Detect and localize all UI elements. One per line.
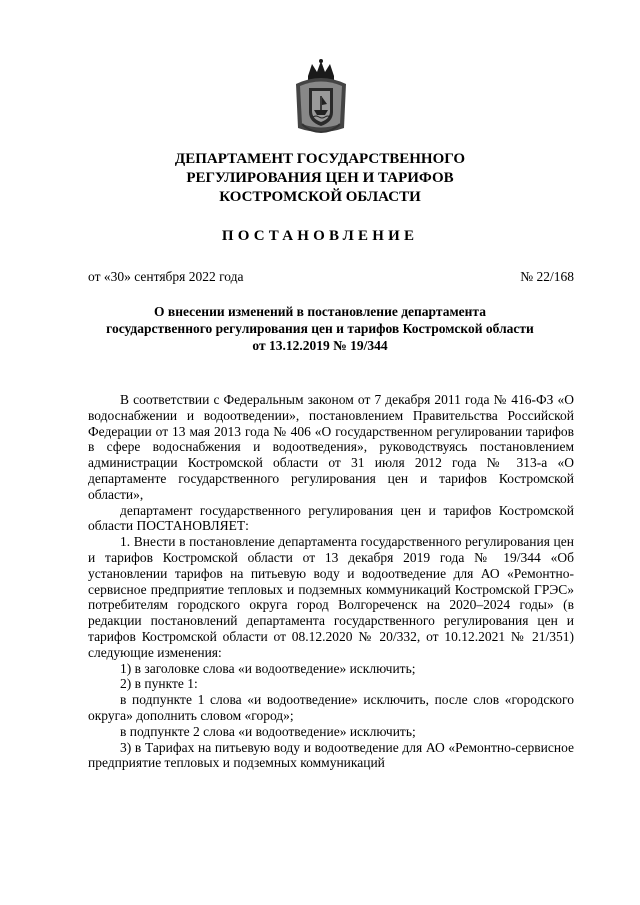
paragraph-preamble: В соответствии с Федеральным законом от 7 декабря 2011 года № 416-ФЗ «О водоснабжении и водоотведении», постановлением Правительства Российской Федерации от 13 мая 2013 года № 406 «О государственном регулировании тарифов в сфере водоснабжения и водоотведения», руководствуясь постановлением администрации Костромской области от 31 июля 2012 года № 313-а «О департаменте государственного регулирования цен и тарифов Костромской области», xyxy=(88,392,574,502)
paragraph-subitem-3: 3) в Тарифах на питьевую воду и водоотведение для АО «Ремонтно-сервисное предприятие тепловых и подземных коммуникаций xyxy=(88,739,574,771)
document-type-heading: ПОСТАНОВЛЕНИЕ xyxy=(221,228,419,244)
department-line-1: ДЕПАРТАМЕНТ ГОСУДАРСТВЕННОГО xyxy=(174,151,466,167)
paragraph-subitem-2: 2) в пункте 1: xyxy=(120,676,198,692)
department-line-2: РЕГУЛИРОВАНИЯ ЦЕН И ТАРИФОВ xyxy=(186,170,454,186)
document-title xyxy=(0,303,640,354)
document-body xyxy=(88,392,574,771)
department-line-3: КОСТРОМСКОЙ ОБЛАСТИ xyxy=(219,189,421,205)
paragraph-subitem-1: 1) в заголовке слова «и водоотведение» исключить; xyxy=(120,660,416,676)
paragraph-subitem-2-a: в подпункте 1 слова «и водоотведение» исключить, после слов «городского округа» дополнить словом «город»; xyxy=(88,692,574,723)
document-number: № 22/168 xyxy=(520,269,574,284)
title-line-3: от 13.12.2019 № 19/344 xyxy=(252,338,388,353)
department-name xyxy=(0,150,640,207)
paragraph-item-1: 1. Внести в постановление департамента государственного регулирования цен и тарифов Костромской области от 13 декабря 2019 года № 19/344 «Об установлении тарифов на питьевую воду и водоотведение для АО «Ремонтно-сервисное предприятие тепловых и подземных коммуникаций Костромской ГРЭС» потребителям городского округа город Волгореченск на 2020–2024 годы» (в редакции постановлений департамента государственного регулирования цен и тарифов Костромской области от 08.12.2020 № 20/332, от 10.12.2021 № 21/351) следующие изменения: xyxy=(88,534,574,660)
coat-of-arms-emblem xyxy=(290,58,352,136)
title-line-2: государственного регулирования цен и тарифов Костромской области xyxy=(106,321,534,336)
paragraph-resolves: департамент государственного регулирования цен и тарифов Костромской области ПОСТАНОВЛЯЕТ: xyxy=(88,502,574,534)
paragraph-subitem-2-b: в подпункте 2 слова «и водоотведение» исключить; xyxy=(120,723,416,739)
title-line-1: О внесении изменений в постановление департамента xyxy=(154,304,486,319)
document-date: от «30» сентября 2022 года xyxy=(88,269,244,284)
